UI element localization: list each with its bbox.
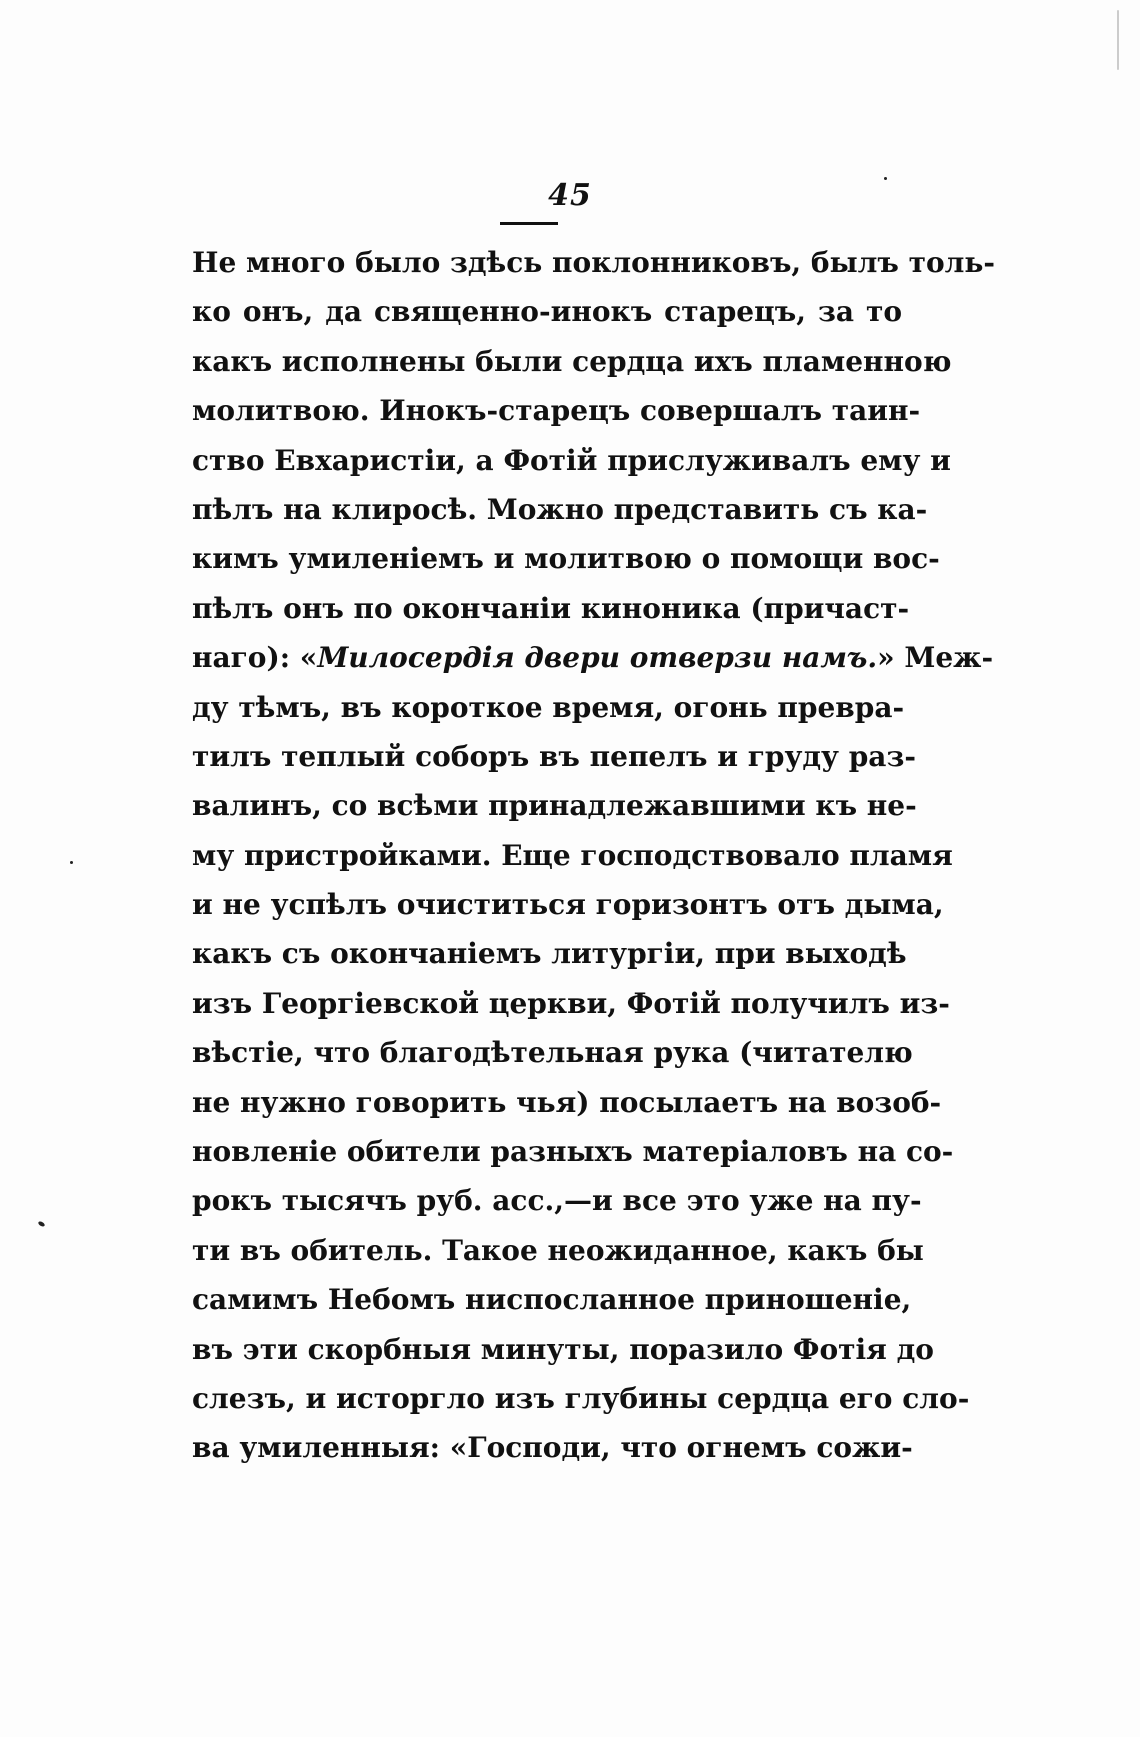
text-line: не нужно говорить чья) посылаетъ на возоб- — [192, 1085, 942, 1119]
text-line: ко онъ, да священно-инокъ старецъ, за то — [192, 295, 902, 329]
text-line: самимъ Небомъ ниспосланное приношеніе, — [192, 1283, 912, 1317]
text-line: слезъ, и исторгло изъ глубины сердца его сло- — [192, 1381, 970, 1415]
text-line: ва умиленныя: «Господи, что огнемъ сожи- — [192, 1431, 913, 1465]
text-line: ство Евхаристіи, а Фотій прислуживалъ ему и — [192, 443, 951, 477]
text-line: изъ Георгіевской церкви, Фотій получилъ из- — [192, 986, 950, 1020]
body-text — [192, 238, 996, 1473]
text-line: Не много было здѣсь поклонниковъ, былъ толь- — [192, 246, 996, 279]
text-line: кимъ умиленіемъ и молитвою о помощи вос- — [192, 542, 940, 576]
text-line: ти въ обитель. Такое неожиданное, какъ бы — [192, 1233, 924, 1267]
quote-lead: наго): « — [192, 641, 318, 675]
scan-speck — [1117, 10, 1119, 70]
quote-tail: » Меж- — [877, 641, 994, 675]
text-line: му пристройками. Еще господствовало пламя — [192, 838, 953, 872]
text-line: и не успѣлъ очиститься горизонтъ отъ дыма, — [192, 888, 944, 922]
text-line: ду тѣмъ, въ короткое время, огонь превра- — [192, 690, 905, 724]
text-line: пѣлъ на клиросѣ. Можно представить съ ка- — [192, 492, 928, 526]
text-line: тилъ теплый соборъ въ пепелъ и груду раз- — [192, 739, 916, 773]
scan-speck — [884, 177, 887, 180]
text-line-with-quote — [192, 633, 994, 682]
text-line: какъ съ окончаніемъ литургіи, при выходѣ — [192, 937, 907, 971]
text-line: какъ исполнены были сердца ихъ пламенною — [192, 344, 952, 378]
page-number: 45 — [548, 178, 592, 213]
text-line: новленіе обители разныхъ матеріаловъ на со- — [192, 1135, 954, 1169]
text-line: пѣлъ онъ по окончаніи киноника (причаст- — [192, 591, 910, 625]
page-number-rule — [500, 222, 558, 225]
text-line: валинъ, со всѣми принадлежавшими къ не- — [192, 789, 917, 823]
text-line: рокъ тысячъ руб. асс.,—и все это уже на пу- — [192, 1184, 922, 1218]
scan-speck — [37, 1221, 45, 1228]
italic-quote: Милосердія двери отверзи намъ. — [317, 641, 878, 675]
text-line: въ эти скорбныя минуты, поразило Фотія до — [192, 1332, 934, 1366]
text-line: молитвою. Инокъ-старецъ совершалъ таин- — [192, 394, 921, 428]
scan-speck — [70, 861, 73, 864]
text-line: вѣстіе, что благодѣтельная рука (читателю — [192, 1036, 913, 1070]
